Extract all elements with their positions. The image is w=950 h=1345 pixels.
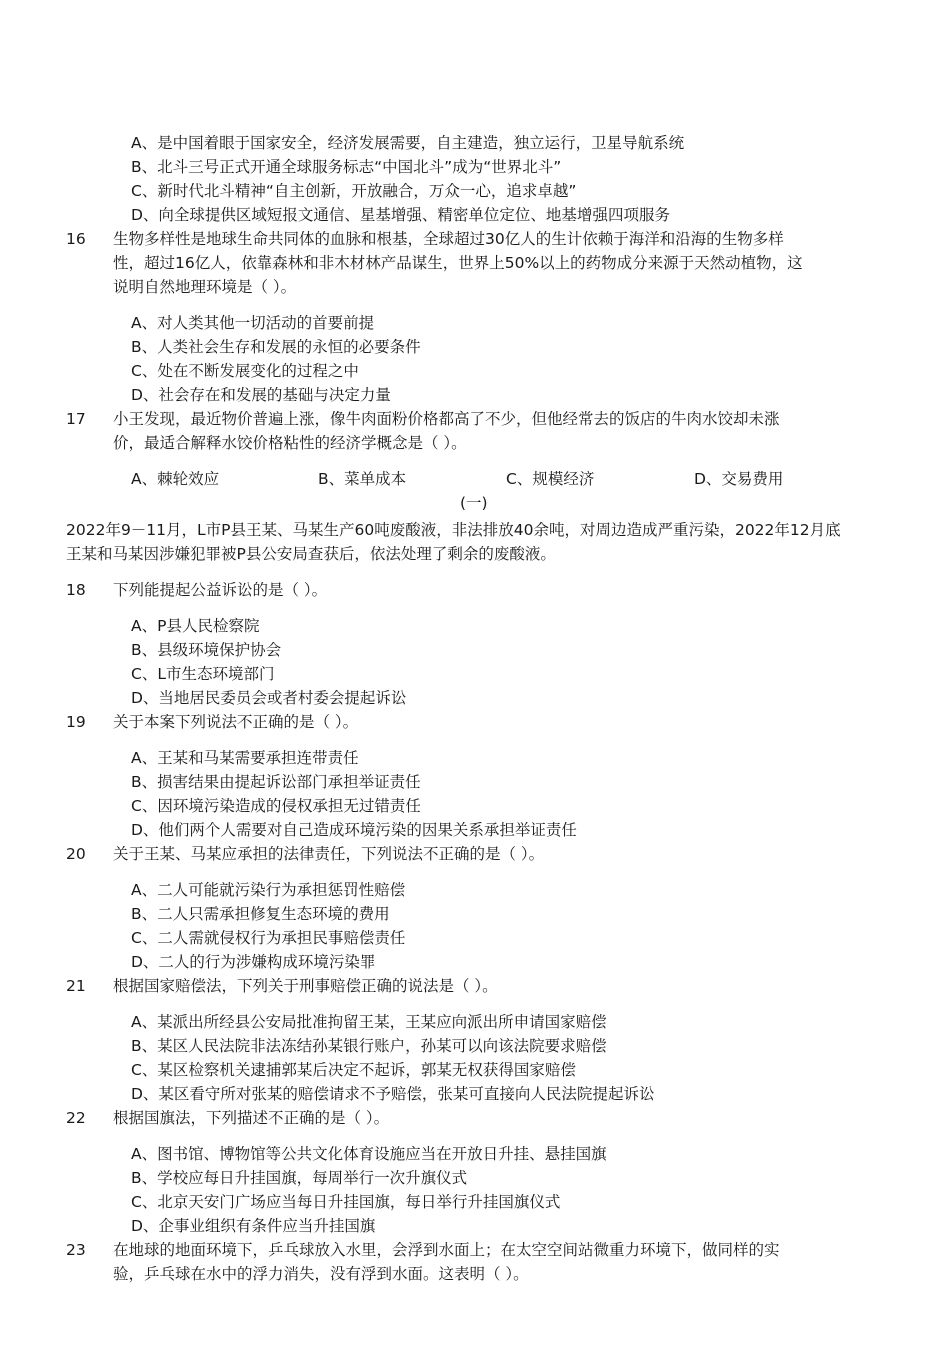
option-c: C、新时代北斗精神“自主创新，开放融合，万众一心，追求卓越” xyxy=(131,182,577,200)
question-text: 在地球的地面环境下，乒乓球放入水里，会浮到水面上；在太空空间站微重力环境下，做同样的实 xyxy=(113,1241,780,1259)
option-c: C、处在不断发展变化的过程之中 xyxy=(131,362,359,380)
option-a: A、对人类其他一切活动的首要前提 xyxy=(131,314,375,332)
option-c: C、北京天安门广场应当每日升挂国旗，每日举行升挂国旗仪式 xyxy=(131,1193,561,1211)
option-d: D、二人的行为涉嫌构成环境污染罪 xyxy=(131,953,376,971)
question-text: 价，最适合解释水饺价格粘性的经济学概念是（ ）。 xyxy=(113,434,467,452)
option-c: C、二人需就侵权行为承担民事赔偿责任 xyxy=(131,929,406,947)
option-c: C、L市生态环境部门 xyxy=(131,665,275,683)
option-a: A、棘轮效应 xyxy=(131,470,220,488)
option-b: B、人类社会生存和发展的永恒的必要条件 xyxy=(131,338,421,356)
option-a: A、图书馆、博物馆等公共文化体育设施应当在开放日升挂、悬挂国旗 xyxy=(131,1145,607,1163)
question-number: 23 xyxy=(66,1241,86,1259)
section-title: (一) xyxy=(460,494,488,512)
option-d: D、他们两个人需要对自己造成环境污染的因果关系承担举证责任 xyxy=(131,821,577,839)
option-b: B、菜单成本 xyxy=(318,470,407,488)
option-b: B、县级环境保护协会 xyxy=(131,641,282,659)
option-d: D、某区看守所对张某的赔偿请求不予赔偿，张某可直接向人民法院提起诉讼 xyxy=(131,1085,655,1103)
case-paragraph: 2022年9－11月，L市P县王某、马某生产60吨废酸液，非法排放40余吨，对周边造成严重污染，2022年12月底 xyxy=(66,521,841,539)
option-c: C、规模经济 xyxy=(506,470,595,488)
option-b: B、二人只需承担修复生态环境的费用 xyxy=(131,905,390,923)
question-text: 生物多样性是地球生命共同体的血脉和根基，全球超过30亿人的生计依赖于海洋和沿海的生物多样 xyxy=(113,230,784,248)
option-d: D、向全球提供区域短报文通信、星基增强、精密单位定位、地基增强四项服务 xyxy=(131,206,670,224)
option-a: A、是中国着眼于国家安全，经济发展需要，自主建造，独立运行，卫星导航系统 xyxy=(131,134,685,152)
question-number: 22 xyxy=(66,1109,86,1127)
option-d: D、社会存在和发展的基础与决定力量 xyxy=(131,386,391,404)
option-d: D、企事业组织有条件应当升挂国旗 xyxy=(131,1217,376,1235)
question-number: 16 xyxy=(66,230,86,248)
question-text: 关于王某、马某应承担的法律责任，下列说法不正确的是（ ）。 xyxy=(113,845,545,863)
question-number: 17 xyxy=(66,410,86,428)
option-b: B、损害结果由提起诉讼部门承担举证责任 xyxy=(131,773,421,791)
case-paragraph: 王某和马某因涉嫌犯罪被P县公安局查获后，依法处理了剩余的废酸液。 xyxy=(66,545,556,563)
option-b: B、北斗三号正式开通全球服务标志“中国北斗”成为“世界北斗” xyxy=(131,158,562,176)
question-text: 小王发现，最近物价普遍上涨，像牛肉面粉价格都高了不少，但他经常去的饭店的牛肉水饺却未涨 xyxy=(113,410,780,428)
question-number: 21 xyxy=(66,977,86,995)
option-d: D、交易费用 xyxy=(694,470,784,488)
option-a: A、P县人民检察院 xyxy=(131,617,260,635)
option-b: B、某区人民法院非法冻结孙某银行账户，孙某可以向该法院要求赔偿 xyxy=(131,1037,607,1055)
option-d: D、当地居民委员会或者村委会提起诉讼 xyxy=(131,689,407,707)
option-c: C、某区检察机关逮捕郭某后决定不起诉，郭某无权获得国家赔偿 xyxy=(131,1061,576,1079)
question-text: 下列能提起公益诉讼的是（ ）。 xyxy=(113,581,328,599)
question-text: 关于本案下列说法不正确的是（ ）。 xyxy=(113,713,359,731)
question-text: 根据国家赔偿法，下列关于刑事赔偿正确的说法是（ ）。 xyxy=(113,977,498,995)
question-text: 验，乒乓球在水中的浮力消失，没有浮到水面。这表明（ ）。 xyxy=(113,1265,529,1283)
option-c: C、因环境污染造成的侵权承担无过错责任 xyxy=(131,797,421,815)
option-a: A、某派出所经县公安局批准拘留王某，王某应向派出所申请国家赔偿 xyxy=(131,1013,607,1031)
question-number: 20 xyxy=(66,845,86,863)
option-a: A、王某和马某需要承担连带责任 xyxy=(131,749,359,767)
question-text: 根据国旗法，下列描述不正确的是（ ）。 xyxy=(113,1109,390,1127)
question-text: 说明自然地理环境是（ ）。 xyxy=(113,278,297,296)
option-b: B、学校应每日升挂国旗，每周举行一次升旗仪式 xyxy=(131,1169,468,1187)
option-a: A、二人可能就污染行为承担惩罚性赔偿 xyxy=(131,881,406,899)
question-number: 18 xyxy=(66,581,86,599)
question-number: 19 xyxy=(66,713,86,731)
question-text: 性，超过16亿人，依靠森林和非木材林产品谋生，世界上50%以上的药物成分来源于天然动植物，这 xyxy=(113,254,803,272)
